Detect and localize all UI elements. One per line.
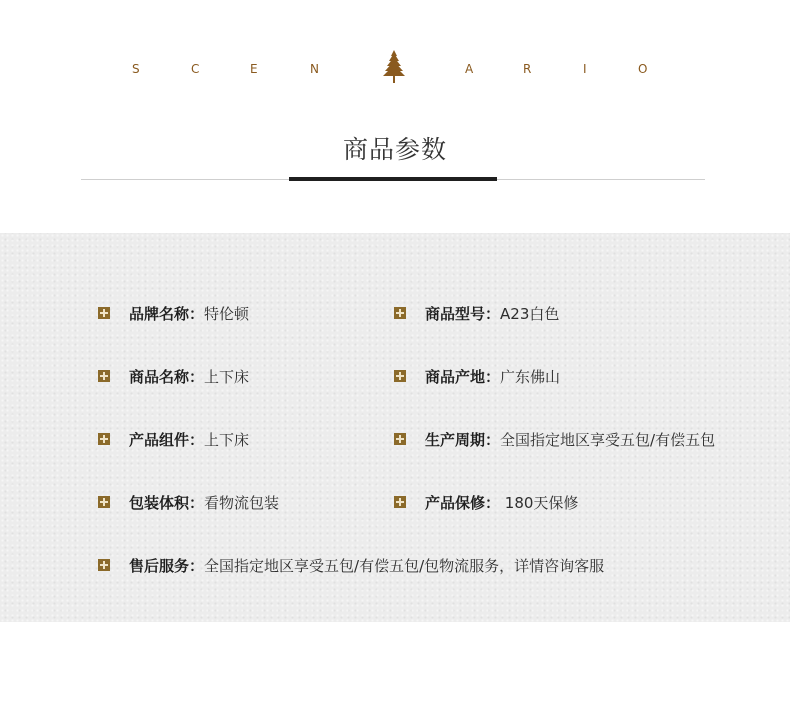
param-after-sales [98,553,604,577]
pine-tree-icon [382,50,406,84]
plus-square-icon [98,496,110,508]
param-value: 全国指定地区享受五包/有偿五包 [500,430,716,449]
param-value: 看物流包装 [204,493,280,512]
param-label: 生产周期： [425,430,501,449]
param-value: 全国指定地区享受五包/有偿五包/包物流服务，详情咨询客服 [204,556,605,575]
plus-square-icon [98,559,110,571]
param-label: 商品名称： [129,367,205,386]
scenario-letter: N [310,62,319,76]
param-production-cycle [394,427,715,451]
scenario-letter: A [465,62,474,76]
plus-square-icon [394,496,406,508]
plus-square-icon [394,307,406,319]
plus-square-icon [98,370,110,382]
param-label: 产品组件： [129,430,205,449]
param-value: 上下床 [204,430,250,449]
title-underline [289,177,497,181]
param-package-volume [98,490,279,514]
param-brand-name [98,301,249,325]
plus-square-icon [394,370,406,382]
param-components [98,427,249,451]
product-params-panel [0,233,790,622]
param-value: A23白色 [500,304,560,323]
param-warranty [394,490,578,514]
scenario-letter: C [191,62,200,76]
param-model [394,301,559,325]
scenario-letter: R [523,62,532,76]
scenario-banner [0,50,790,90]
scenario-letter: E [250,62,258,76]
param-label: 商品型号： [425,304,501,323]
scenario-letter: O [638,62,648,76]
param-value: 广东佛山 [500,367,561,386]
plus-square-icon [98,433,110,445]
scenario-letter: S [132,62,140,76]
plus-square-icon [394,433,406,445]
scenario-letter: I [583,62,587,76]
plus-square-icon [98,307,110,319]
param-origin [394,364,560,388]
param-label: 品牌名称： [129,304,205,323]
param-label: 售后服务： [129,556,205,575]
section-title: 商品参数 [342,135,447,164]
param-value: 180天保修 [500,493,579,512]
param-value: 特伦顿 [204,304,250,323]
param-label: 产品保修： [425,493,501,512]
param-label: 商品产地： [425,367,501,386]
param-label: 包装体积： [129,493,205,512]
param-value: 上下床 [204,367,250,386]
param-product-name [98,364,249,388]
